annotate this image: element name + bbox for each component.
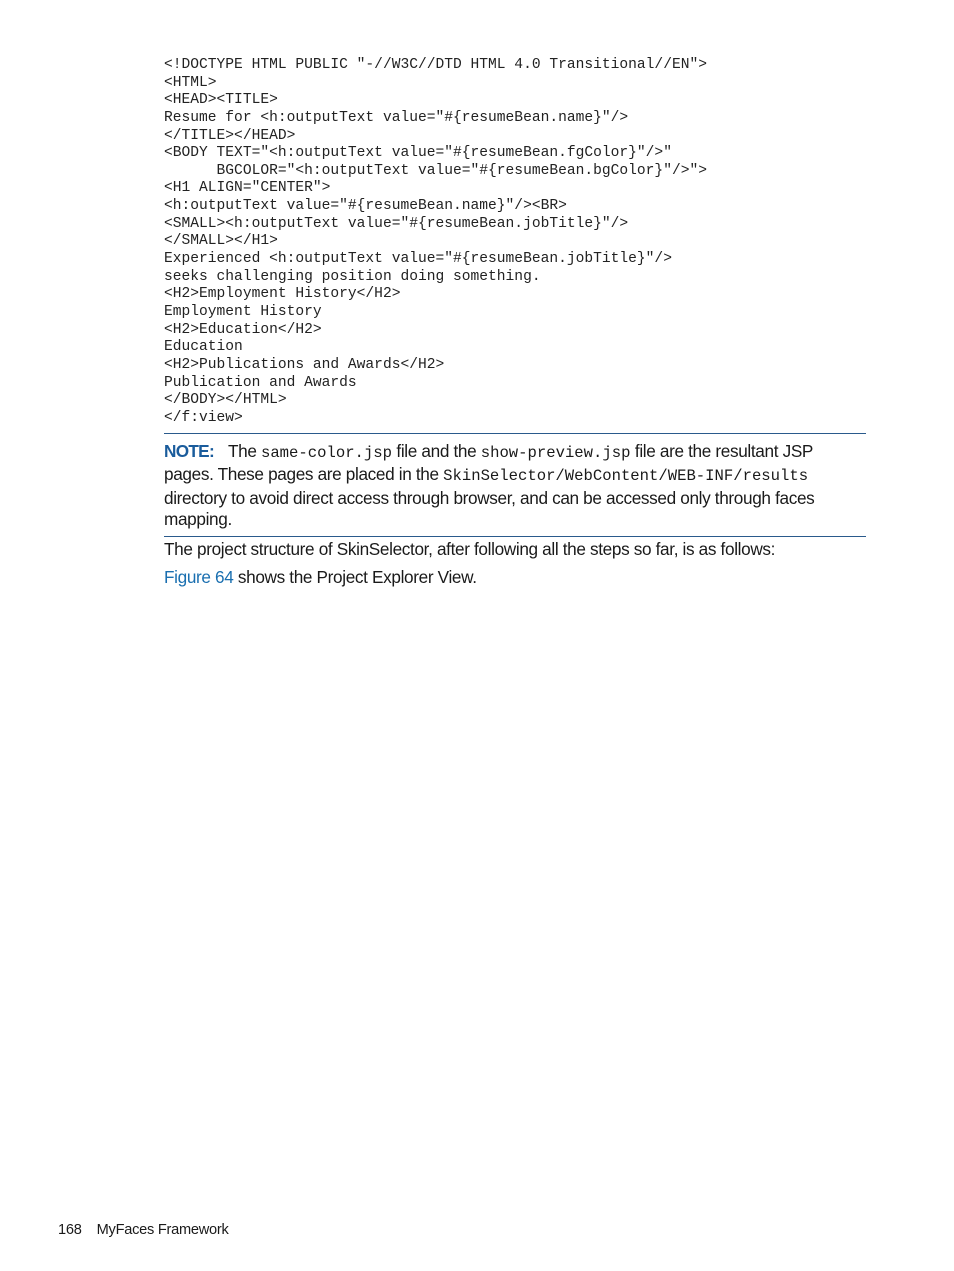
note-box [164,433,866,537]
code-line: Publication and Awards [164,374,357,391]
page-footer [58,1222,229,1238]
code-line: seeks challenging position doing something. [164,268,541,285]
code-line: </TITLE></HEAD> [164,127,296,144]
code-line: BGCOLOR="<h:outputText value="#{resumeBean.bgColor}"/>"> [164,162,707,179]
code-line: <h:outputText value="#{resumeBean.name}"/><BR> [164,198,567,215]
code-line: </BODY></HTML> [164,392,287,409]
body-paragraph [164,567,866,588]
code-line: <HEAD><TITLE> [164,92,278,109]
code-line: <H2>Publications and Awards</H2> [164,356,445,373]
code-line: <H2>Employment History</H2> [164,286,401,303]
note-directory-path: SkinSelector/WebContent/WEB-INF/results [443,467,809,486]
code-line: <HTML> [164,74,217,91]
page-number: 168 [58,1222,82,1238]
code-line: <H1 ALIGN="CENTER"> [164,180,331,197]
body-paragraph-text: shows the Project Explorer View. [233,567,477,587]
code-line: <!DOCTYPE HTML PUBLIC "-//W3C//DTD HTML 4.0 Transitional//EN"> [164,57,707,73]
figure-link[interactable]: Figure 64 [164,567,234,587]
code-line: <SMALL><h:outputText value="#{resumeBean.jobTitle}"/> [164,215,629,232]
code-line: </SMALL></H1> [164,233,278,250]
code-line: <H2>Education</H2> [164,321,322,338]
code-line: Resume for <h:outputText value="#{resumeBean.name}"/> [164,109,629,126]
note-text: file are the resultant JSP pages. These pages are placed in the [164,441,813,485]
note-text: file and the [391,441,481,461]
code-listing [164,57,866,427]
note-text: directory to avoid direct access through browser, and can be accessed only through faces mapping. [164,487,815,530]
note-label: NOTE: [164,441,214,461]
code-line: <BODY TEXT="<h:outputText value="#{resumeBean.fgColor}"/>" [164,145,672,162]
note-filename: show-preview.jsp [480,444,631,462]
note-filename: same-color.jsp [260,444,392,462]
code-line: Education [164,339,243,356]
footer-title: MyFaces Framework [96,1222,229,1238]
code-line: </f:view> [164,409,243,426]
code-line: Employment History [164,303,322,320]
body-paragraph: The project structure of SkinSelector, after following all the steps so far, is as follows: [164,539,776,559]
code-line: Experienced <h:outputText value="#{resumeBean.jobTitle}"/> [164,251,672,268]
note-text: The [227,441,261,461]
